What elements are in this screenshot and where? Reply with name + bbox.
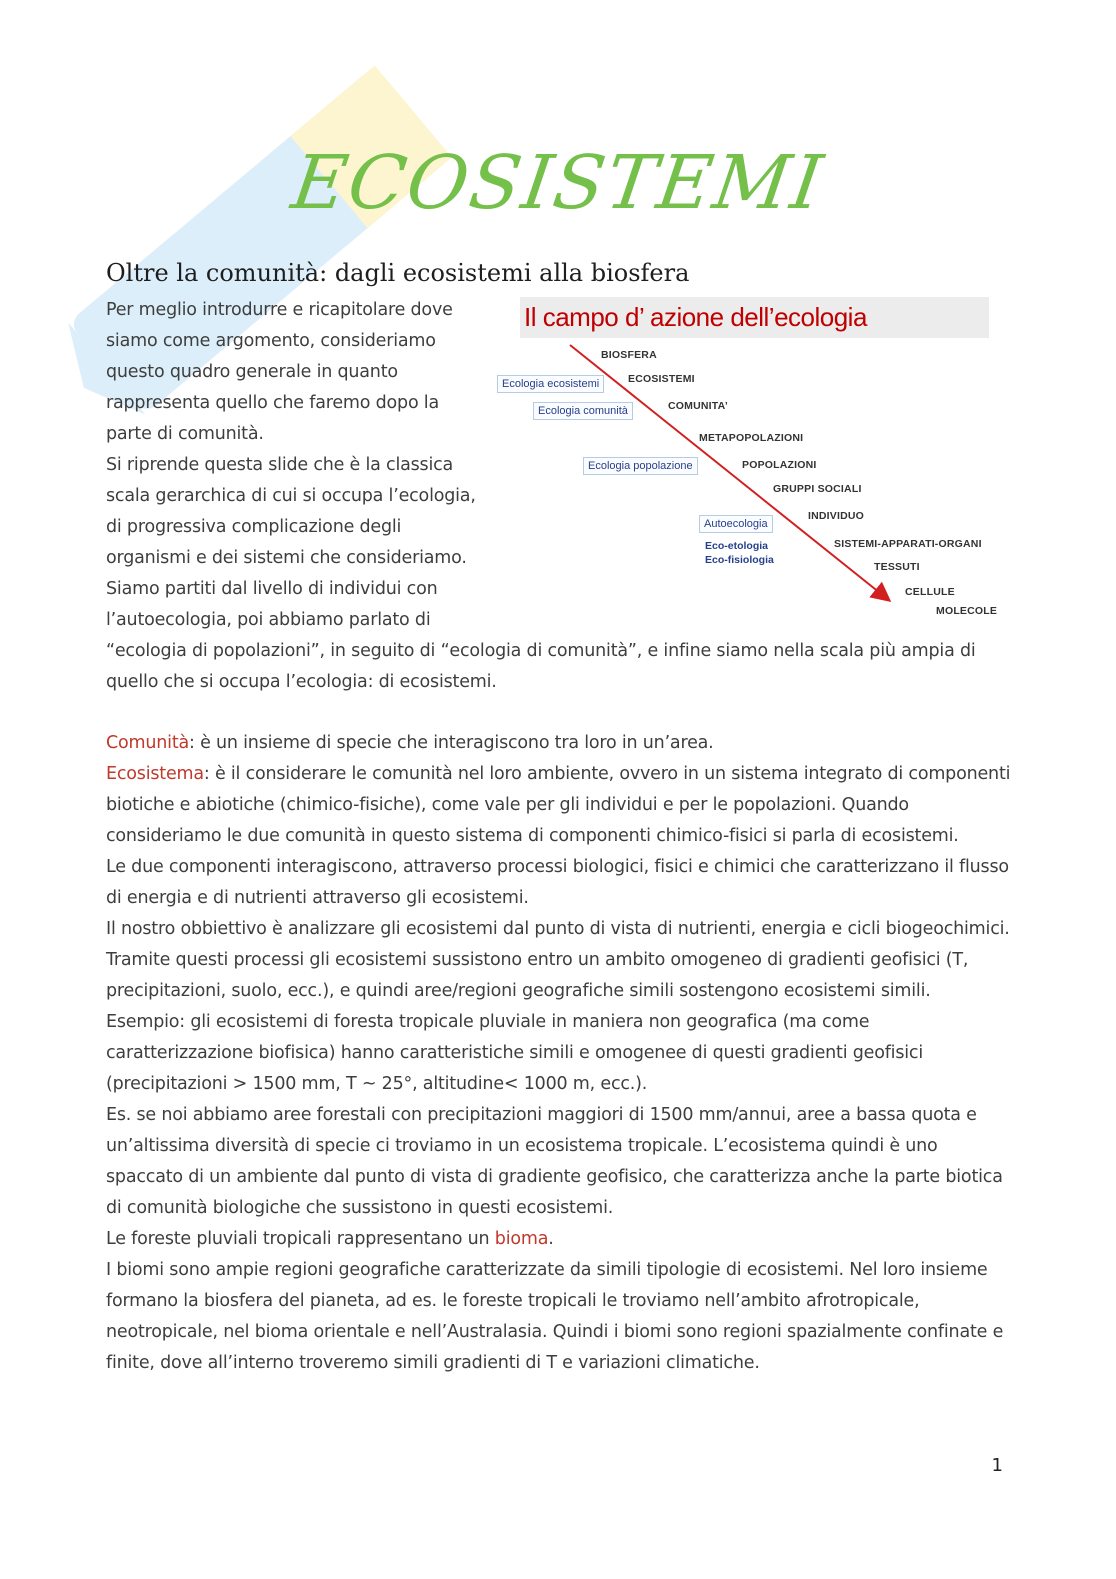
level-cellule: CELLULE [905,586,955,598]
label-eco-fisiologia: Eco-fisiologia [705,554,774,566]
level-metapopolazioni: METAPOPOLAZIONI [699,432,804,444]
bioma-after: . [548,1229,554,1249]
intro-line: organismi e dei sistemi che consideriamo. [106,548,467,568]
box-autoecologia: Autoecologia [699,515,773,533]
definition-ecosistema [106,759,1011,852]
intro-continued-text: “ecologia di popolazioni”, in seguito di “ecologia di comunità”, e infine siamo nella scala più ampia di quello che si occupa l’ecologia: di ecosistemi. [106,641,976,692]
level-popolazioni: POPOLAZIONI [742,459,817,471]
bioma-before: Le foreste pluviali tropicali rappresentano un [106,1229,495,1249]
paragraph: Es. se noi abbiamo aree forestali con precipitazioni maggiori di 1500 mm/annui, aree a bassa quota e un’altissima diversità di specie ci troviamo in un ecosistema tropicale. L’ecosistema quindi è uno spaccato di un ambiente dal punto di vista di gradiente geofisico, che caratterizza anche la parte biotica di comunità biologiche che sussistono in questi ecosistemi. [106,1105,1003,1218]
level-gruppi-sociali: GRUPPI SOCIALI [773,483,862,495]
level-ecosistemi: ECOSISTEMI [628,373,695,385]
definition-comunita [106,728,1011,759]
paragraph: Tramite questi processi gli ecosistemi sussistono entro un ambito omogeneo di gradienti geofisici (T, precipitazioni, suolo, ecc.), e quindi aree/regioni geografiche simili sostengono ecosistemi simili. [106,950,969,1001]
final-paragraph: I biomi sono ampie regioni geografiche caratterizzate da simili tipologie di ecosistemi. Nel loro insieme formano la biosfera del pianeta, ad es. le foreste tropicali le troviamo nell’ambito afrotropicale, neotropicale, nel bioma orientale e nell’Australasia. Quindi i biomi sono regioni spazialmente confinate e finite, dove all’interno troveremo simili gradienti di T e variazioni climatiche. [106,1260,1004,1373]
label-eco-etologia: Eco-etologia [705,540,769,552]
paragraph: Esempio: gli ecosistemi di foresta tropicale pluviale in maniera non geografica (ma come caratterizzazione biofisica) hanno caratteristiche simili e omogenee di questi gradienti geofisici (precipitazioni > 1500 mm, T ~ 25°, altitudine< 1000 m, ecc.). [106,1012,923,1094]
page-number: 1 [991,1455,1003,1476]
intro-continued [106,636,1006,698]
intro-line: di progressiva complicazione degli [106,517,402,537]
box-ecologia-comunita: Ecologia comunità [533,402,633,420]
term-comunita: Comunità [106,733,190,753]
paragraph: Il nostro obbiettivo è analizzare gli ecosistemi dal punto di vista di nutrienti, energia e cicli biogeochimici. [106,919,1010,939]
bioma-sentence [106,1224,1011,1255]
main-body [106,728,1011,1379]
intro-line: scala gerarchica di cui si occupa l’ecologia, [106,486,476,506]
ecology-scope-figure [495,297,1015,627]
intro-line: l’autoecologia, poi abbiamo parlato di [106,610,431,630]
page-title: ECOSISTEMI [286,140,830,226]
intro-line: Per meglio introdurre e ricapitolare dove [106,300,453,320]
level-comunita: COMUNITA’ [668,400,728,412]
definition-ecosistema-text: : è il considerare le comunità nel loro ambiente, ovvero in un sistema integrato di componenti biotiche e abiotiche (chimico-fisiche), come vale per gli individui e per le popolazioni. Quando consideriamo le due comunità in questo sistema di componenti chimico-fisici si parla di ecosistemi. [106,764,1011,846]
intro-paragraph [106,295,486,636]
level-individuo: INDIVIDUO [808,510,865,522]
intro-line: Si riprende questa slide che è la classica [106,455,454,475]
figure-title: Il campo d’ azione dell’ecologia [520,297,989,338]
term-ecosistema: Ecosistema [106,764,204,784]
intro-line: siamo come argomento, consideriamo [106,331,436,351]
box-ecologia-popolazione: Ecologia popolazione [583,457,698,475]
definition-comunita-text: : è un insieme di specie che interagiscono tra loro in un’area. [189,733,714,753]
intro-line: parte di comunità. [106,424,264,444]
intro-line: Siamo partiti dal livello di individui con [106,579,438,599]
intro-line: rappresenta quello che faremo dopo la [106,393,439,413]
box-ecologia-ecosistemi: Ecologia ecosistemi [497,375,604,393]
intro-line: questo quadro generale in quanto [106,362,398,382]
level-biosfera: BIOSFERA [601,349,657,361]
level-sistemi: SISTEMI-APPARATI-ORGANI [834,538,982,550]
level-molecole: MOLECOLE [936,605,998,617]
paragraph: Le due componenti interagiscono, attraverso processi biologici, fisici e chimici che caratterizzano il flusso di energia e di nutrienti attraverso gli ecosistemi. [106,857,1009,908]
section-heading: Oltre la comunità: dagli ecosistemi alla biosfera [106,259,690,287]
term-bioma: bioma [494,1229,549,1249]
level-tessuti: TESSUTI [874,561,920,573]
